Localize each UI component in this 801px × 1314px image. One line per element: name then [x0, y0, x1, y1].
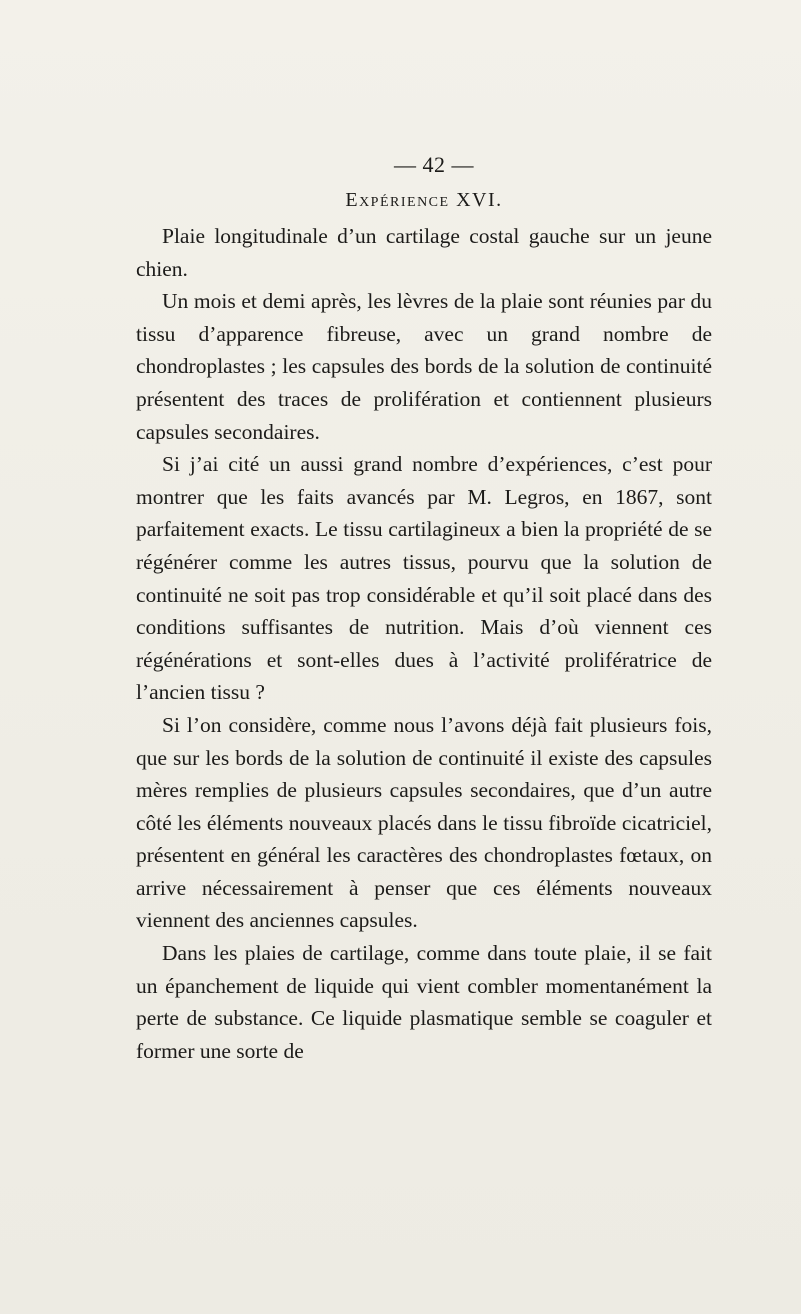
paragraph-3: Si j’ai cité un aussi grand nombre d’expériences, c’est pour montrer que les faits avancés par M. Legros, en 1867, sont parfaitement exacts. Le tissu cartilagineux a bien la propriété de se régénérer comme les autres tissus, pourvu que la solution de continuité ne soit pas trop considérable et qu’il soit placé dans des conditions suffisantes de nutrition. Mais d’où viennent ces régénérations et sont-elles dues à l’activité prolifératrice de l’ancien tissu ?: [136, 452, 712, 705]
paragraph-4: Si l’on considère, comme nous l’avons déjà fait plusieurs fois, que sur les bords de la solution de continuité il existe des capsules mères remplies de plusieurs capsules secondaires, que d’un autre côté les éléments nouveaux placés dans le tissu fibroïde cicatriciel, présentent en général les caractères des chondroplastes fœtaux, on arrive nécessairement à penser que ces éléments nouveaux viennent des anciennes capsules.: [136, 712, 712, 933]
section-title: Expérience XVI.: [345, 189, 503, 211]
paragraph-1: Plaie longitudinale d’un cartilage costal gauche sur un jeune chien.: [136, 224, 712, 281]
paragraph-2: Un mois et demi après, les lèvres de la plaie sont réunies par du tissu d’apparence fibreuse, avec un grand nombre de chondroplastes ; les capsules des bords de la solution de continuité présentent des traces de prolifération et contiennent plusieurs capsules secondaires.: [136, 289, 712, 444]
page-text-block: [136, 150, 712, 1067]
paragraph-5: Dans les plaies de cartilage, comme dans toute plaie, il se fait un épanchement de liquide qui vient combler momentanément la perte de substance. Ce liquide plasmatique semble se coaguler et former une sorte de: [136, 941, 712, 1063]
page-number: — 42 —: [394, 152, 474, 177]
